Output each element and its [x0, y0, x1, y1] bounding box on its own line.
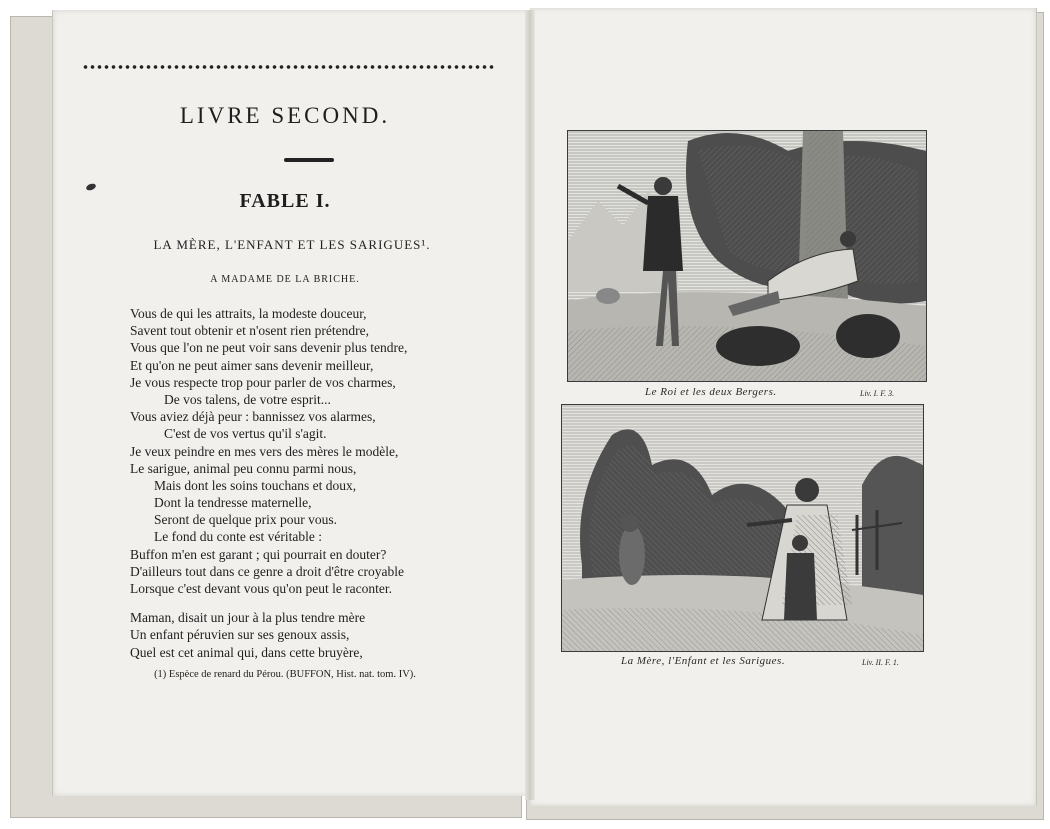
verse-line: Je vous respecte trop pour parler de vos charmes,	[130, 374, 396, 390]
engraving-mother-child-opossums	[561, 404, 924, 652]
verse-line: Buffon m'en est garant ; qui pourrait en douter?	[130, 546, 387, 562]
verse-line: Seront de quelque prix pour vous.	[154, 512, 337, 528]
verse-line	[130, 597, 500, 609]
verse-line: Et qu'on ne peut aimer sans devenir meilleur,	[130, 357, 374, 373]
verse-line: Dont la tendresse maternelle,	[154, 495, 312, 511]
engraving-mother-child-opossums-illustration	[562, 405, 923, 651]
dedication: A MADAME DE LA BRICHE.	[210, 274, 360, 285]
fable-title: FABLE I.	[239, 190, 331, 212]
engraving-top-reference: Liv. I. F. 3.	[860, 389, 895, 398]
verse-line: Quel est cet animal qui, dans cette bruyère,	[130, 644, 363, 660]
verse-line: Un enfant péruvien sur ses genoux assis,	[130, 627, 350, 643]
verse-line: Le fond du conte est véritable :	[154, 529, 322, 545]
verse-line: Savent tout obtenir et n'osent rien prétendre,	[130, 323, 369, 339]
title-ornament	[284, 158, 334, 162]
verse-line: Je veux peindre en mes vers des mères le modèle,	[130, 443, 399, 459]
verse-line: Mais dont les soins touchans et doux,	[154, 477, 357, 493]
fable-subtitle: LA MÈRE, L'ENFANT ET LES SARIGUES¹.	[153, 237, 431, 252]
engraving-king-and-shepherds	[567, 130, 927, 382]
footnote: (1) Espèce de renard du Pérou. (BUFFON, Hist. nat. tom. IV).	[154, 669, 416, 680]
verse-line: Maman, disait un jour à la plus tendre mère	[130, 610, 366, 626]
verse-line: Vous que l'on ne peut voir sans devenir plus tendre,	[130, 340, 408, 356]
verse-line: Vous aviez déjà peur : bannissez vos alarmes,	[130, 409, 376, 425]
engraving-king-and-shepherds-illustration	[568, 131, 926, 381]
engraving-bottom-reference: Liv. II. F. 1.	[862, 658, 899, 667]
verse-line: De vos talens, de votre esprit...	[164, 391, 331, 407]
book-gutter	[525, 10, 535, 800]
dotted-header-rule	[82, 64, 494, 70]
engraving-top-caption: Le Roi et les deux Bergers.	[645, 386, 777, 398]
verse-line: Lorsque c'est devant vous qu'on peut le raconter.	[130, 581, 393, 596]
verse-line: D'ailleurs tout dans ce genre a droit d'être croyable	[130, 563, 405, 579]
book-title: LIVRE SECOND.	[179, 103, 391, 128]
fable-verse	[130, 305, 500, 661]
verse-line: Le sarigue, animal peu connu parmi nous,	[130, 460, 357, 476]
verse-line: C'est de vos vertus qu'il s'agit.	[164, 426, 327, 442]
engraving-bottom-caption: La Mère, l'Enfant et les Sarigues.	[621, 655, 786, 667]
verse-line: Vous de qui les attraits, la modeste douceur,	[130, 306, 367, 321]
